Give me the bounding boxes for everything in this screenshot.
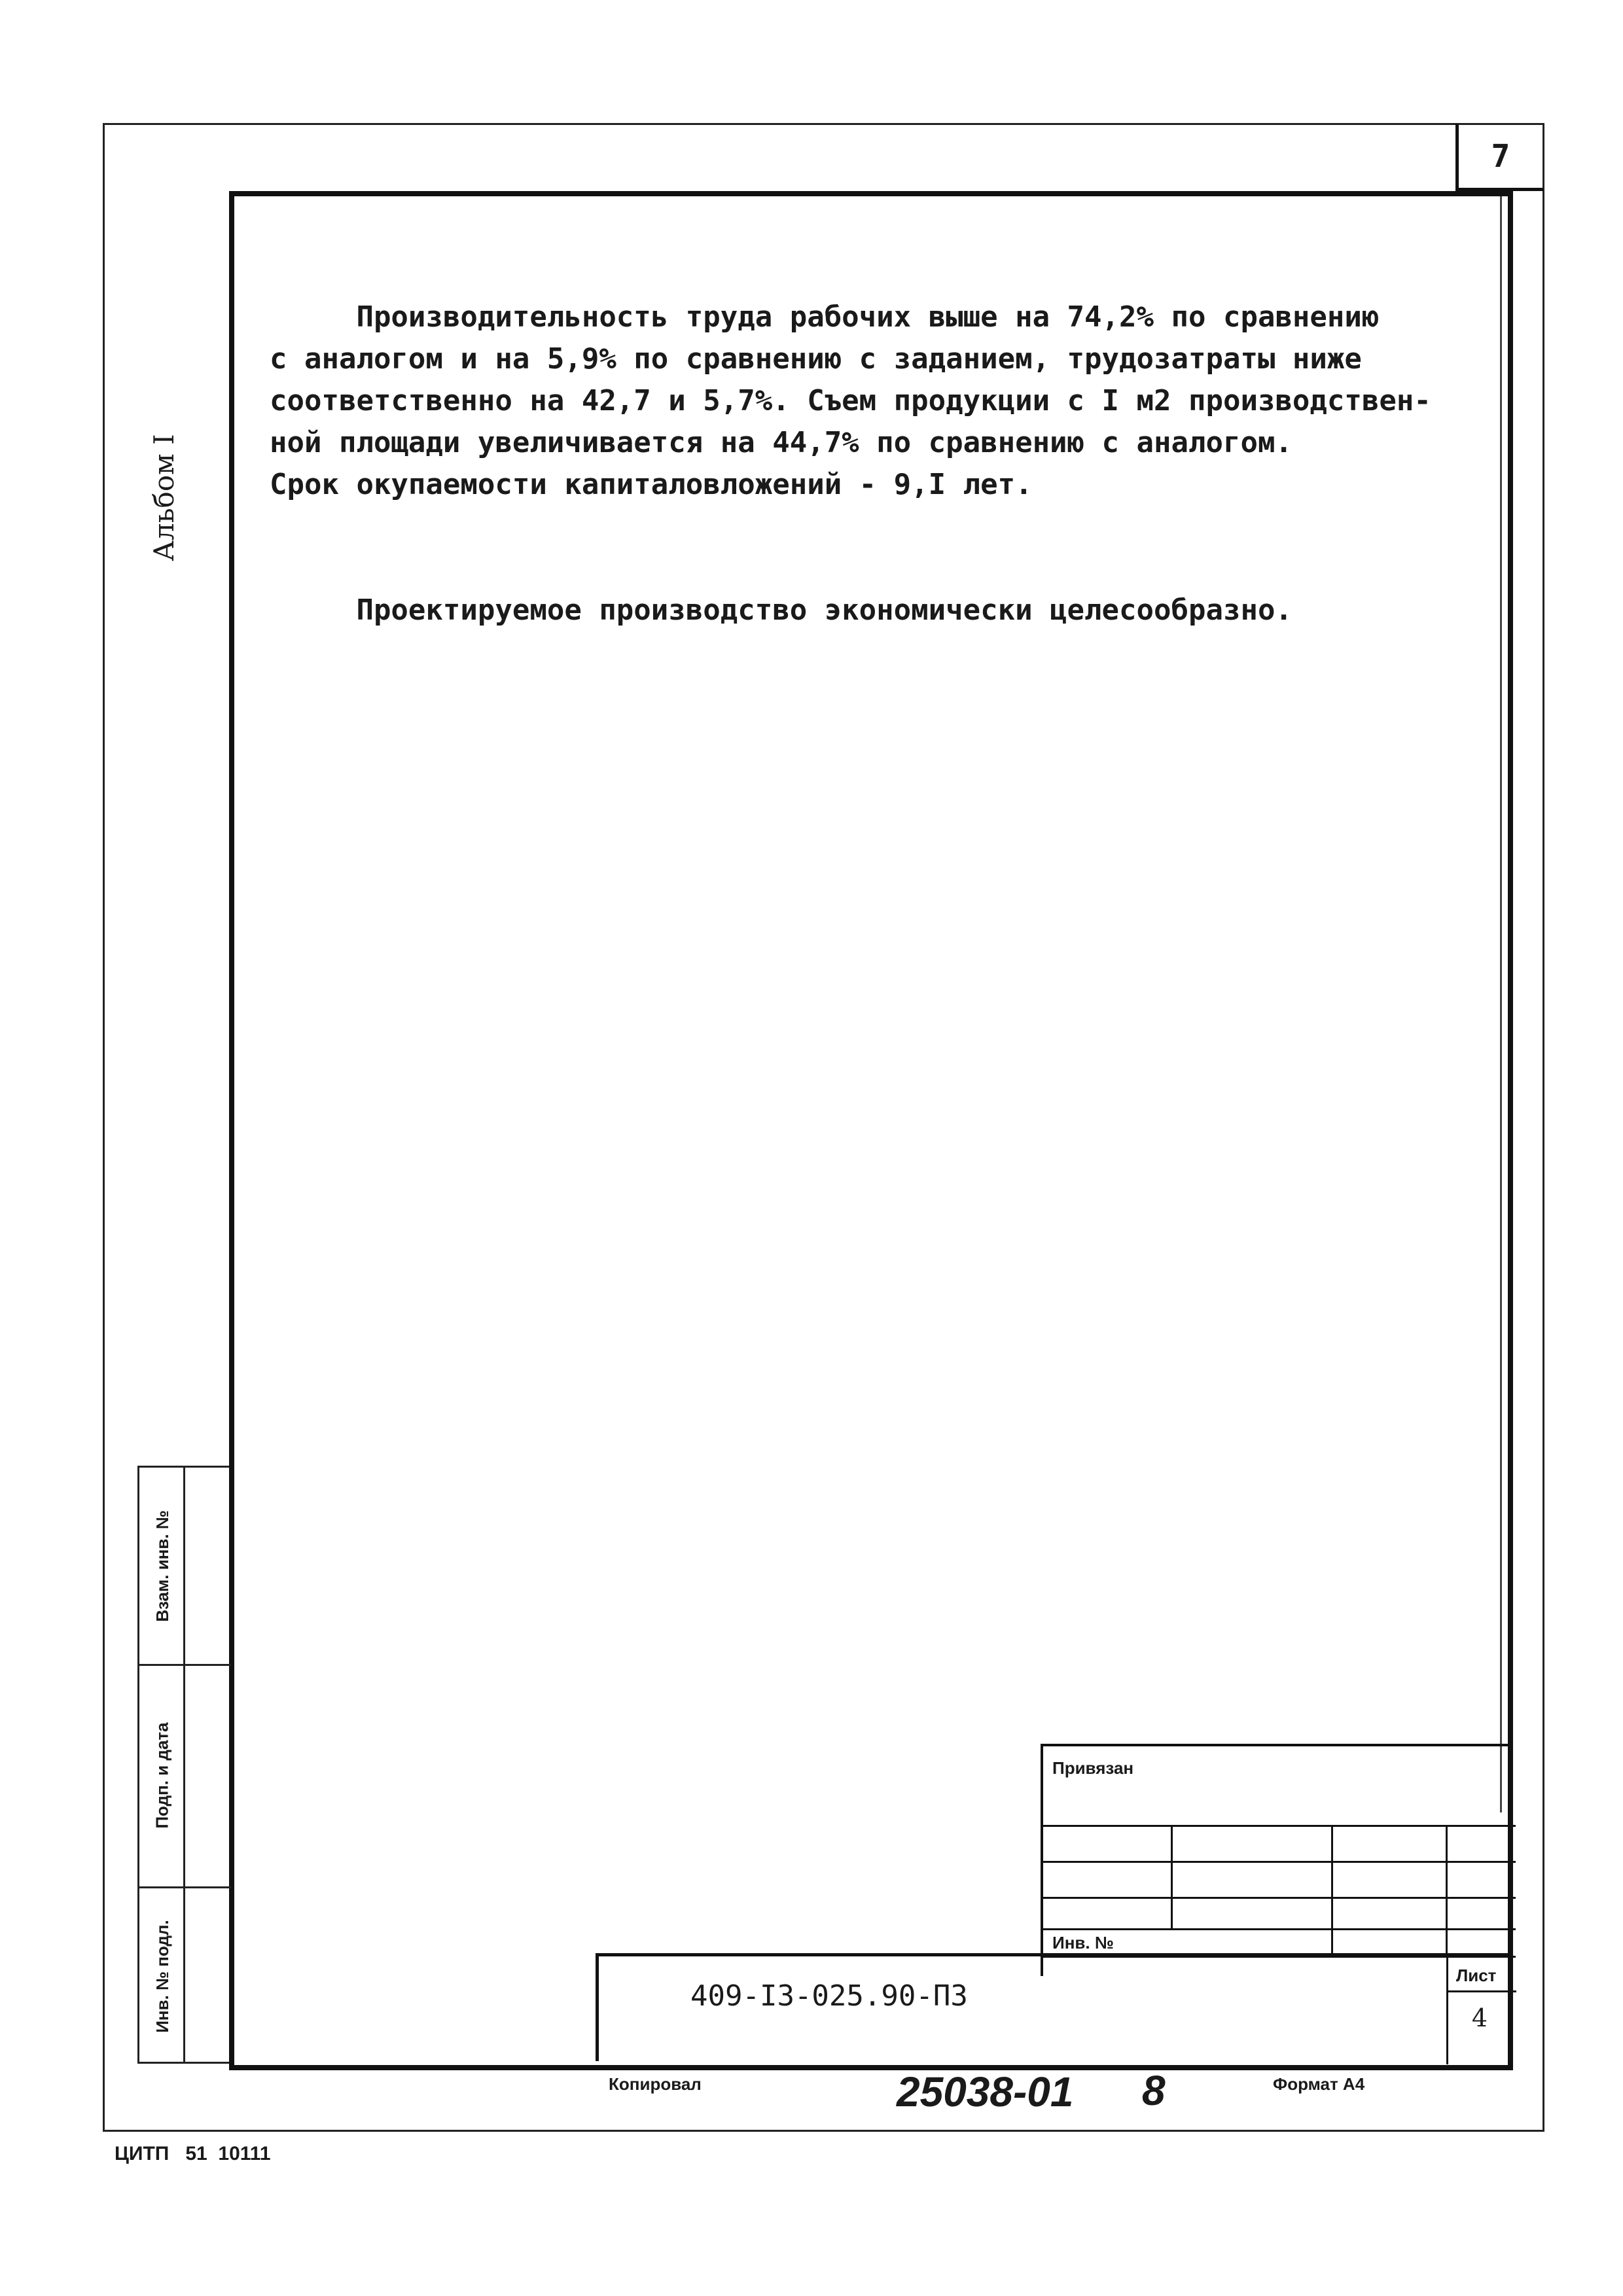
footer-code: ЦИТП 51 10111 [115, 2143, 271, 2164]
kopiroval-label: Копировал [609, 2074, 702, 2094]
inv-podl-label: Инв. № подл. [152, 1919, 172, 2033]
privyazan-label: Привязан [1052, 1758, 1134, 1778]
copy-number: 8 [1142, 2067, 1166, 2114]
sheet-number: 4 [1471, 2004, 1488, 2032]
title-block-line [1331, 1825, 1333, 1956]
title-block-line [1043, 1825, 1516, 1827]
podp-data-label: Подп. и дата [152, 1722, 172, 1829]
title-block-line [1043, 1861, 1516, 1863]
title-block-line [1043, 1897, 1516, 1899]
album-label: Альбом I [147, 433, 180, 561]
title-block-line [1171, 1825, 1173, 1930]
side-stamp [137, 1466, 229, 2064]
side-stamp-value-column [185, 1468, 231, 2062]
sheet-column-line [1446, 1990, 1516, 1992]
document-code: 409-I3-025.90-ПЗ [690, 1979, 968, 2013]
title-block [1041, 1744, 1513, 1976]
title-block-line [1446, 1825, 1448, 1956]
body-text [270, 213, 1493, 673]
sheet-label: Лист [1456, 1966, 1497, 1985]
vzam-inv-label: Взам. инв. № [152, 1510, 172, 1622]
paragraph-2: Проектируемое производство экономически целесообразно. [270, 593, 1293, 627]
paragraph-1: Производительность труда рабочих выше на 74,2% по сравнению с аналогом и на 5,9% по сравнению с заданием, трудозатраты ниже соответственно на 42,7 и 5,7%. Съем продукции с I м2 производствен- ной площади увеличивается на 44,7% по сравнению с аналогом. Срок окупаемости капиталовложений - 9,I лет. [270, 300, 1431, 501]
order-number: 25038-01 [897, 2068, 1074, 2115]
format-label: Формат А4 [1273, 2074, 1365, 2094]
page-number: 7 [1491, 138, 1510, 175]
title-block-line [1043, 1928, 1516, 1930]
page-number-box [1455, 123, 1544, 191]
frame-inner-line [1500, 196, 1504, 1812]
inv-no-label: Инв. № [1052, 1933, 1114, 1952]
